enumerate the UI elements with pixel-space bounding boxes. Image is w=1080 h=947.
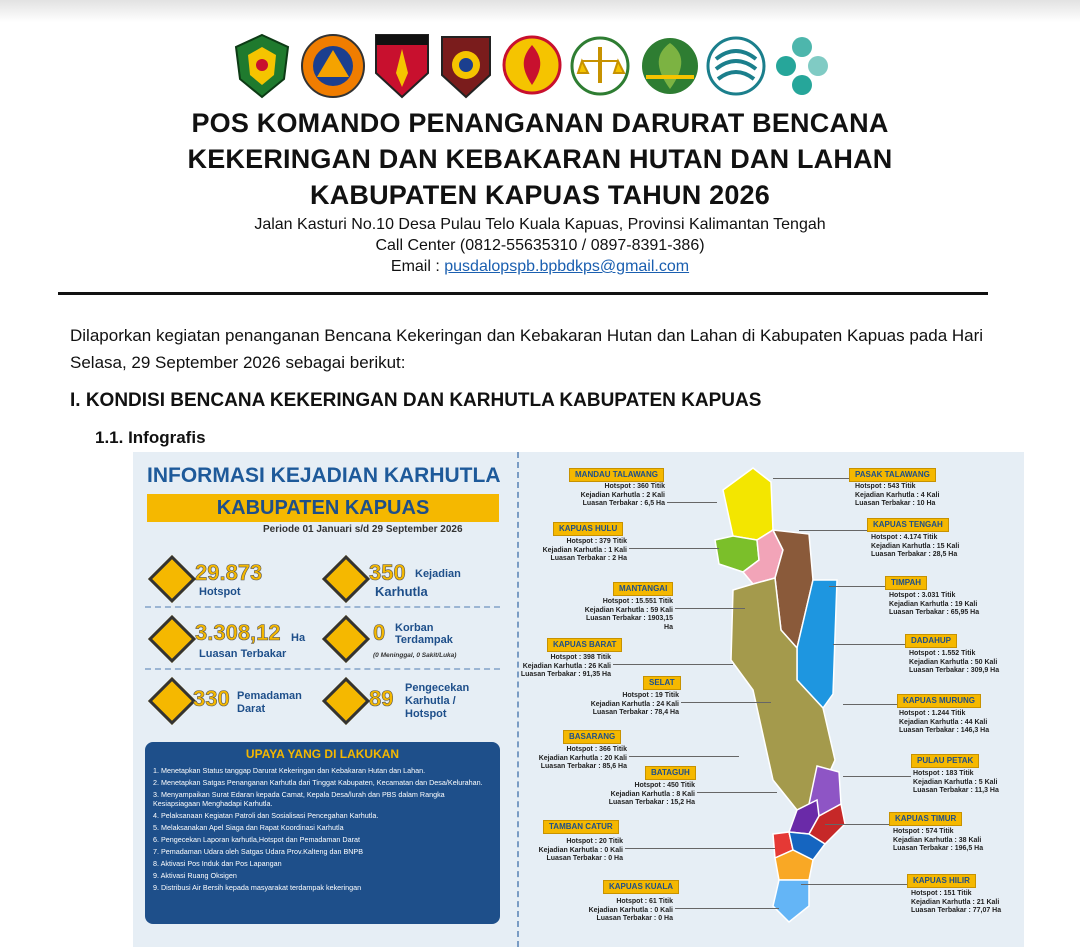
region-name: PULAU PETAK xyxy=(911,754,979,768)
region-hotspot: Hotspot : 543 Titik xyxy=(855,483,916,490)
region-hotspot: Hotspot : 574 Titik xyxy=(893,828,954,835)
police-emblem-icon xyxy=(438,33,494,99)
region-stats xyxy=(893,828,983,854)
leader-line xyxy=(799,530,867,531)
leader-line xyxy=(613,664,733,665)
region-name: KAPUAS TENGAH xyxy=(867,518,949,532)
region-luasan: Luasan Terbakar : 15,2 Ha xyxy=(608,799,695,807)
region-kejadian: Kejadian Karhutla : 59 Kali xyxy=(584,606,673,614)
efforts-title: UPAYA YANG DI LAKUKAN xyxy=(245,747,400,761)
region-name: BATAGUH xyxy=(645,766,696,780)
region-hotspot: Hotspot : 360 Titik xyxy=(604,483,665,490)
region-stats xyxy=(889,592,979,618)
region-name: BASARANG xyxy=(563,730,621,744)
region-luasan: Luasan Terbakar : 309,9 Ha xyxy=(909,667,1000,675)
region-stats xyxy=(909,650,999,676)
region-hotspot: Hotspot : 183 Titik xyxy=(913,770,974,777)
report-title-line2: KEKERINGAN DAN KEBAKARAN HUTAN DAN LAHAN xyxy=(187,144,893,174)
scroll-shadow xyxy=(0,0,1080,22)
region-kejadian: Kejadian Karhutla : 50 Kali xyxy=(909,658,998,666)
leader-line xyxy=(681,702,771,703)
region-name: TIMPAH xyxy=(885,576,927,590)
region-luasan: Luasan Terbakar : 146,3 Ha xyxy=(899,727,990,735)
region-stats xyxy=(911,890,1001,916)
region-hotspot: Hotspot : 1.244 Titik xyxy=(899,710,966,717)
region-hotspot: Hotspot : 398 Titik xyxy=(550,654,611,661)
pengecekan-value: 89 xyxy=(369,686,394,711)
region-hotspot: Hotspot : 379 Titik xyxy=(566,538,627,545)
region-stats xyxy=(529,838,623,864)
leader-line xyxy=(667,502,717,503)
email-line xyxy=(0,256,1080,277)
bakti-husada-emblem-icon xyxy=(706,33,766,99)
region-luasan: Luasan Terbakar : 0 Ha xyxy=(546,855,623,863)
fire-icon xyxy=(148,555,196,603)
luasan-unit: Ha xyxy=(291,632,306,644)
region-name: SELAT xyxy=(643,676,681,690)
region-stats xyxy=(599,782,695,808)
region-luasan: Luasan Terbakar : 77,07 Ha xyxy=(911,907,1002,915)
burned-area-icon xyxy=(148,615,196,663)
health-ministry-emblem-icon xyxy=(772,33,832,99)
pengecekan-label: Pengecekan xyxy=(405,682,470,694)
effort-item: 7. Pemadaman Udara oleh Satgas Udara Prov.Kalteng dan BNPB xyxy=(153,847,364,856)
region-kejadian: Kejadian Karhutla : 20 Kali xyxy=(538,754,627,762)
region-name: KAPUAS HULU xyxy=(553,522,623,536)
pengecekan-label2: Karhutla / xyxy=(405,695,456,707)
region-luasan: Luasan Terbakar : 6,5 Ha xyxy=(582,500,665,508)
header-divider xyxy=(58,292,988,295)
effort-item: 3. Menyampaikan Surat Edaran kepada Camat, Kepala Desa/lurah dan PBS dalam Rangka Kesiapsiagaan Menghadapi Karhutla. xyxy=(153,790,445,808)
region-stats xyxy=(519,654,611,680)
effort-item: 4. Pelaksanaan Kegiatan Patroli dan Sosialisasi Pencegahan Karhutla. xyxy=(153,811,379,820)
region-hotspot: Hotspot : 1.552 Titik xyxy=(909,650,976,657)
prosecutor-emblem-icon xyxy=(568,33,632,99)
region-kejadian: Kejadian Karhutla : 38 Kali xyxy=(893,836,982,844)
infographic-title: INFORMASI KEJADIAN KARHUTLA xyxy=(147,464,501,487)
region-name: TAMBAN CATUR xyxy=(543,820,619,834)
leader-line xyxy=(833,644,905,645)
region-kejadian: Kejadian Karhutla : 8 Kali xyxy=(610,790,695,798)
leader-line xyxy=(629,756,739,757)
region-luasan: Luasan Terbakar : 1903,15 Ha xyxy=(585,615,673,631)
region-name: KAPUAS KUALA xyxy=(603,880,679,894)
region-hotspot: Hotspot : 15.551 Titik xyxy=(602,598,673,605)
section-heading: I. KONDISI BENCANA KEKERINGAN DAN KARHUTLA KABUPATEN KAPUAS xyxy=(70,390,762,411)
region-hotspot: Hotspot : 450 Titik xyxy=(634,782,695,789)
effort-item: 1. Menetapkan Status tanggap Darurat Kekeringan dan Kebakaran Hutan dan Lahan. xyxy=(153,766,426,775)
region-luasan: Luasan Terbakar : 0 Ha xyxy=(596,915,673,923)
infographic-period: Periode 01 Januari s/d 29 September 2026 xyxy=(263,524,463,535)
leader-line xyxy=(843,776,911,777)
firefighter-icon xyxy=(148,677,196,725)
region-stats xyxy=(913,770,999,796)
region-luasan: Luasan Terbakar : 11,3 Ha xyxy=(913,787,999,795)
leader-line xyxy=(773,478,849,479)
region-hotspot: Hotspot : 61 Titik xyxy=(616,898,673,905)
forestry-emblem-icon xyxy=(640,33,700,99)
region-stats xyxy=(579,898,673,924)
region-kejadian: Kejadian Karhutla : 1 Kali xyxy=(542,546,627,554)
region-stats xyxy=(585,692,679,718)
region-stats xyxy=(579,598,673,632)
effort-item: 9. Distribusi Air Bersih kepada masyarakat terdampak kekeringan xyxy=(153,883,362,892)
region-hotspot: Hotspot : 20 Titik xyxy=(566,838,623,845)
hotspot-value: 29.873 xyxy=(195,560,263,585)
leader-line xyxy=(829,586,885,587)
region-luasan: Luasan Terbakar : 2 Ha xyxy=(550,555,627,563)
region-name: KAPUAS MURUNG xyxy=(897,694,981,708)
leader-line xyxy=(825,824,889,825)
region-kejadian: Kejadian Karhutla : 19 Kali xyxy=(889,600,978,608)
region-luasan: Luasan Terbakar : 91,35 Ha xyxy=(520,671,611,679)
effort-item: 9. Aktivasi Ruang Oksigen xyxy=(153,871,237,880)
region-kejadian: Kejadian Karhutla : 5 Kali xyxy=(913,778,998,786)
region-luasan: Luasan Terbakar : 85,6 Ha xyxy=(540,763,627,771)
report-title-line1: POS KOMANDO PENANGANAN DARURAT BENCANA xyxy=(191,108,889,138)
kejadian-label2: Karhutla xyxy=(375,584,428,599)
region-kejadian: Kejadian Karhutla : 26 Kali xyxy=(522,662,611,670)
leader-line xyxy=(675,608,745,609)
luasan-label: Luasan Terbakar xyxy=(199,648,287,660)
infographic-subtitle: KABUPATEN KAPUAS xyxy=(147,494,499,522)
region-luasan: Luasan Terbakar : 196,5 Ha xyxy=(893,845,984,853)
email-link[interactable]: pusdalopspb.bpbdkps@gmail.com xyxy=(444,258,690,275)
region-kejadian: Kejadian Karhutla : 0 Kali xyxy=(538,846,623,854)
korban-value: 0 xyxy=(373,620,386,645)
call-center-line: Call Center (0812-55635310 / 0897-8391-386) xyxy=(375,237,705,254)
leader-line xyxy=(629,548,719,549)
region-hotspot: Hotspot : 4.174 Titik xyxy=(871,534,938,541)
region-name: KAPUAS BARAT xyxy=(547,638,622,652)
kejadian-label: Kejadian xyxy=(415,568,461,580)
region-stats xyxy=(871,534,959,560)
region-kejadian: Kejadian Karhutla : 15 Kali xyxy=(871,542,960,550)
region-luasan: Luasan Terbakar : 78,4 Ha xyxy=(592,709,679,717)
victim-mask-icon xyxy=(322,615,370,663)
region-hotspot: Hotspot : 151 Titik xyxy=(911,890,972,897)
leader-line xyxy=(697,792,777,793)
email-label: Email : xyxy=(390,258,445,275)
intro-paragraph: Dilaporkan kegiatan penanganan Bencana Kekeringan dan Kebakaran Hutan dan Lahan di Kabupaten Kapuas pada Hari Selasa, 29 September 2026 sebagai berikut: xyxy=(70,326,984,372)
region-luasan: Luasan Terbakar : 65,95 Ha xyxy=(889,609,980,617)
kejadian-value: 350 xyxy=(369,560,406,585)
infographic-divider xyxy=(517,452,519,947)
effort-item: 8. Aktivasi Pos Induk dan Pos Lapangan xyxy=(153,859,282,868)
region-stats xyxy=(529,746,627,772)
pemadaman-label2: Darat xyxy=(237,703,266,715)
wildfire-icon xyxy=(322,555,370,603)
region-hotspot: Hotspot : 3.031 Titik xyxy=(889,592,956,599)
korban-note: (0 Meninggal, 0 Sakit/Luka) xyxy=(373,652,457,659)
leader-line xyxy=(625,848,775,849)
tambun-bungai-emblem-icon xyxy=(374,33,430,99)
region-kejadian: Kejadian Karhutla : 4 Kali xyxy=(855,491,940,499)
korban-label: Korban xyxy=(395,622,434,634)
leader-line xyxy=(843,704,897,705)
region-name: DADAHUP xyxy=(905,634,957,648)
region-kejadian: Kejadian Karhutla : 21 Kali xyxy=(911,898,1000,906)
stats-separator xyxy=(145,668,500,670)
pengecekan-label3: Hotspot xyxy=(405,708,447,720)
efforts-list xyxy=(153,766,493,895)
effort-item: 6. Pengecekan Laporan karhutla,Hotspot dan Pemadaman Darat xyxy=(153,835,360,844)
region-luasan: Luasan Terbakar : 28,5 Ha xyxy=(871,551,958,559)
pemadaman-label: Pemadaman xyxy=(237,690,302,702)
region-stats xyxy=(571,483,665,509)
infographic xyxy=(133,452,1024,947)
region-kejadian: Kejadian Karhutla : 0 Kali xyxy=(588,906,673,914)
region-stats xyxy=(899,710,989,736)
region-name: PASAK TALAWANG xyxy=(849,468,936,482)
region-name: MANDAU TALAWANG xyxy=(569,468,664,482)
effort-item: 5. Melaksanakan Apel Siaga dan Rapat Koordinasi Karhutla xyxy=(153,823,344,832)
region-kejadian: Kejadian Karhutla : 2 Kali xyxy=(580,491,665,499)
region-name: MANTANGAI xyxy=(613,582,673,596)
pemadaman-value: 330 xyxy=(193,686,230,711)
region-name: KAPUAS TIMUR xyxy=(889,812,962,826)
report-title-line3: KABUPATEN KAPUAS TAHUN 2026 xyxy=(310,180,770,210)
region-stats xyxy=(533,538,627,564)
region-kejadian: Kejadian Karhutla : 44 Kali xyxy=(899,718,988,726)
efforts-box xyxy=(145,742,500,924)
region-stats xyxy=(855,483,939,509)
region-hotspot: Hotspot : 366 Titik xyxy=(566,746,627,753)
region-hotspot: Hotspot : 19 Titik xyxy=(622,692,679,699)
leader-line xyxy=(675,908,779,909)
leader-line xyxy=(801,884,907,885)
korban-label2: Terdampak xyxy=(395,634,453,646)
address-line: Jalan Kasturi No.10 Desa Pulau Telo Kuala Kapuas, Provinsi Kalimantan Tengah xyxy=(254,216,826,233)
subsection-heading: 1.1. Infografis xyxy=(95,428,206,447)
region-kejadian: Kejadian Karhutla : 24 Kali xyxy=(590,700,679,708)
effort-item: 2. Menetapkan Satgas Penanganan Karhutla dari Tinggat Kabupaten, Kecamatan dan Desa/Kelurahan. xyxy=(153,778,483,787)
region-name: KAPUAS HILIR xyxy=(907,874,976,888)
luasan-value: 3.308,12 xyxy=(195,620,281,645)
logo-row xyxy=(232,33,812,99)
region-luasan: Luasan Terbakar : 10 Ha xyxy=(855,500,936,508)
inspection-icon xyxy=(322,677,370,725)
kapuas-regency-emblem-icon xyxy=(232,33,292,99)
stats-separator xyxy=(145,606,500,608)
bpbd-emblem-icon xyxy=(300,33,366,99)
fire-dept-emblem-icon xyxy=(502,33,562,99)
hotspot-label: Hotspot xyxy=(199,586,241,598)
